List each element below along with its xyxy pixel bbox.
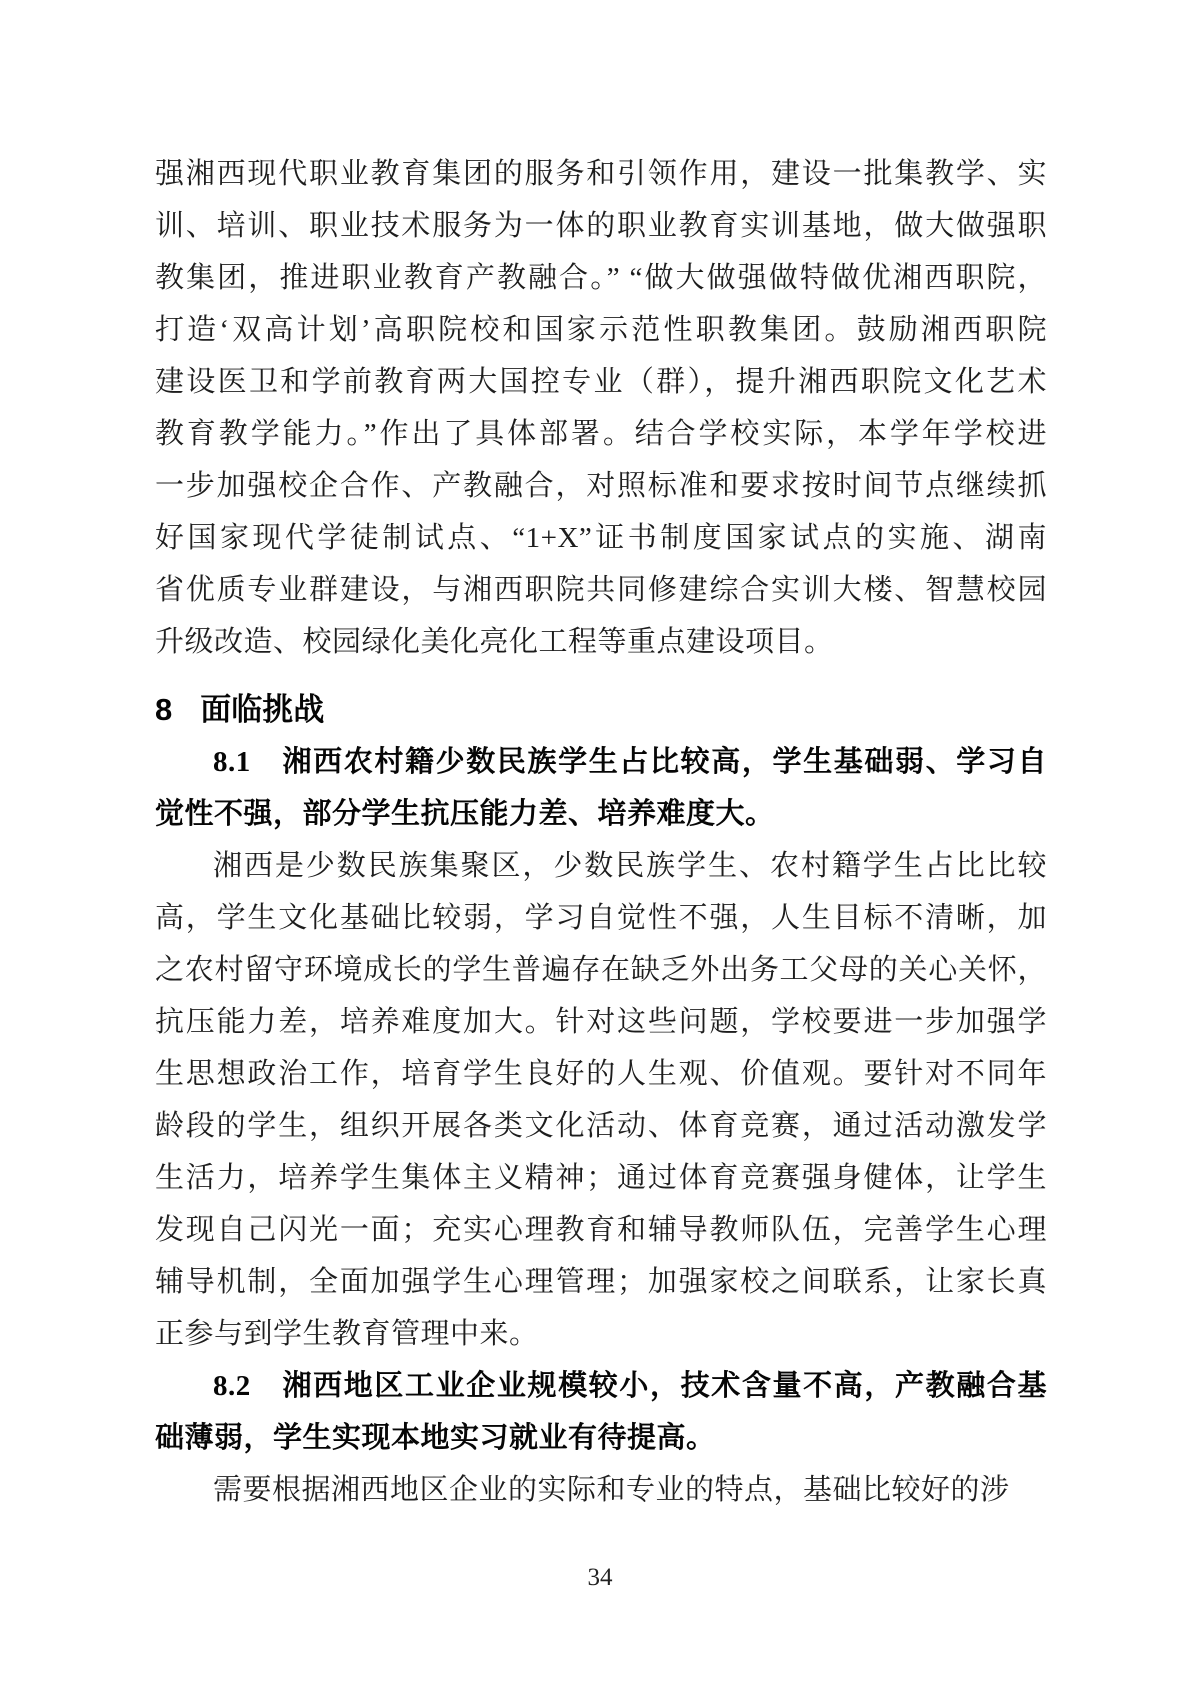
text-line: 龄段的学生，组织开展各类文化活动、体育竞赛，通过活动激发学 <box>155 1110 1047 1142</box>
text-line: 教育教学能力。”作出了具体部署。结合学校实际，本学年学校进 <box>155 418 1047 450</box>
text-line: 训、培训、职业技术服务为一体的职业教育实训基地，做大做强职 <box>155 210 1047 242</box>
text-line: 教集团，推进职业教育产教融合。” “做大做强做特做优湘西职院， <box>155 262 1047 294</box>
text-line: 发现自己闪光一面；充实心理教育和辅导教师队伍，完善学生心理 <box>155 1214 1047 1246</box>
text-line: 觉性不强，部分学生抗压能力差、培养难度大。 <box>155 798 775 830</box>
body-paragraph <box>155 1464 1047 1516</box>
text-line: 建设医卫和学前教育两大国控专业（群），提升湘西职院文化艺术 <box>155 366 1047 398</box>
text-line: 之农村留守环境成长的学生普遍存在缺乏外出务工父母的关心关怀， <box>155 954 1047 986</box>
text-line: 正参与到学生教育管理中来。 <box>155 1318 539 1350</box>
text-line: 高，学生文化基础比较弱，学习自觉性不强，人生目标不清晰，加 <box>155 902 1047 934</box>
section-number: 8 <box>155 692 173 727</box>
section-heading <box>155 684 1047 736</box>
text-line: 省优质专业群建设，与湘西职院共同修建综合实训大楼、智慧校园 <box>155 574 1047 606</box>
text-line: 础薄弱，学生实现本地实习就业有待提高。 <box>155 1422 716 1454</box>
text-line: 辅导机制，全面加强学生心理管理；加强家校之间联系，让家长真 <box>155 1266 1047 1298</box>
subsection-heading <box>155 736 1047 840</box>
subsection-heading <box>155 1360 1047 1464</box>
text-line: 需要根据湘西地区企业的实际和专业的特点，基础比较好的涉 <box>213 1474 1010 1506</box>
body-paragraph <box>155 840 1047 1360</box>
text-line: 生思想政治工作，培育学生良好的人生观、价值观。要针对不同年 <box>155 1058 1047 1090</box>
text-line: 生活力，培养学生集体主义精神；通过体育竞赛强身健体，让学生 <box>155 1162 1047 1194</box>
page-number: 34 <box>587 1564 613 1591</box>
text-line: 抗压能力差，培养难度加大。针对这些问题，学校要进一步加强学 <box>155 1006 1047 1038</box>
text-line: 湘西是少数民族集聚区，少数民族学生、农村籍学生占比比较 <box>213 850 1047 882</box>
text-line: 8.1 湘西农村籍少数民族学生占比较高，学生基础弱、学习自 <box>213 746 1047 778</box>
page-body <box>155 148 1047 1516</box>
body-paragraph <box>155 148 1047 668</box>
text-line: 升级改造、校园绿化美化亮化工程等重点建设项目。 <box>155 626 834 658</box>
page-footer <box>0 1563 1200 1593</box>
text-line: 好国家现代学徒制试点、“1+X”证书制度国家试点的实施、湖南 <box>155 522 1047 554</box>
text-line: 一步加强校企合作、产教融合，对照标准和要求按时间节点继续抓 <box>155 470 1047 502</box>
text-line: 强湘西现代职业教育集团的服务和引领作用，建设一批集教学、实 <box>155 158 1047 190</box>
section-title: 面临挑战 <box>200 692 325 727</box>
text-line: 打造‘双高计划’高职院校和国家示范性职教集团。鼓励湘西职院 <box>155 314 1047 346</box>
text-line: 8.2 湘西地区工业企业规模较小，技术含量不高，产教融合基 <box>213 1370 1047 1402</box>
